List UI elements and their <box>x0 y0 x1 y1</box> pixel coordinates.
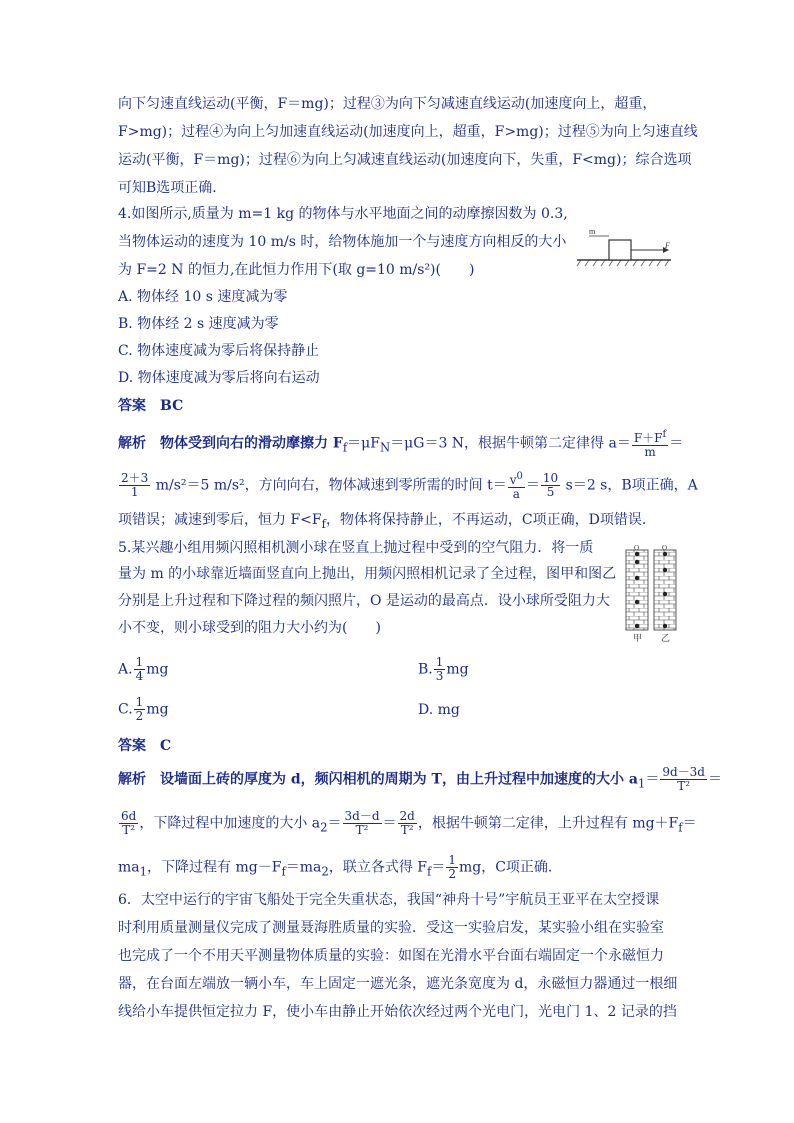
q6-stem: 也完成了一个不用天平测量物体质量的实验：如图在光滑水平台面右端固定一个永磁恒力 <box>118 948 664 964</box>
q4-option-d: D. 物体速度减为零后将向右运动 <box>118 370 320 386</box>
q5-option-d: D. mg <box>418 702 460 718</box>
fraction: $\frac{v^0}{a}$ <box>509 471 523 501</box>
top-point-label: O <box>662 544 668 552</box>
fraction: $\frac{9d-3d}{\text{T²}}$ <box>662 765 705 793</box>
q4-solution-line: $\frac{2+3}{1}$ m/s²＝5 m/s²，方向向右，物体减速到零所需的时间 t＝ $\frac{v^0}{a}$ ＝ $\frac{10}{5}$ s＝2 s，B项正确，A <box>121 471 698 501</box>
label-jia: 甲 <box>633 634 643 644</box>
label-yi: 乙 <box>661 634 671 644</box>
q5-stem: 量为 m 的小球靠近墙面竖直向上抛出，用频闪照相机记录了全过程，图甲和图乙 <box>118 566 617 582</box>
fraction: $\frac{6d}{\text{T²}}$ <box>121 809 137 837</box>
q5-solution-line: $\frac{6d}{\text{T²}}$ ，下降过程中加速度的大小 $a_2=$ $\frac{3d-d}{\text{T²}}$ ＝ $\frac{2d}{\text{T²}}$ ，根据牛顿第二定律，上升过程有 $mg+F_f=$ <box>121 809 697 837</box>
q4-option-a: A. 物体经 10 s 速度减为零 <box>118 289 288 305</box>
q4-solution-line: 解析 物体受到向右的滑动摩擦力 $F_f=\mu F_N=\mu G=3$ N，根据牛顿第二定律得 a＝ $\frac{F+F^f}{m}$ ＝ <box>118 429 684 459</box>
text-line: 运动(平衡，F＝mg)；过程⑥为向上匀减速直线运动(加速度向下，失重，F<mg)；综合选项 <box>118 152 692 168</box>
fraction: $\frac{2d}{\text{T²}}$ <box>399 809 415 837</box>
text-line: F>mg)；过程④为向上匀加速直线运动(加速度向上，超重，F>mg)；过程⑤为向上匀速直线 <box>118 124 698 140</box>
q4-solution-line: 项错误；减速到零后，恒力 $F<F_f$，物体将保持静止，不再运动，C项正确，D项错误． <box>118 512 656 531</box>
q6-stem: 线给小车提供恒定拉力 F，使小车由静止开始依次经过两个光电门，光电门 1、2 记录的挡 <box>118 1004 677 1020</box>
fraction: $\frac{2+3}{1}$ <box>121 471 149 499</box>
q4-stem: 4.如图所示,质量为 m=1 kg 的物体与水平地面之间的动摩擦因数为 0.3, <box>118 206 568 222</box>
q5-option-c: C. $\frac{1}{2}$ mg <box>118 695 169 723</box>
strobe-photo-figure <box>624 544 680 644</box>
q4-answer: 答案 BC <box>118 398 184 414</box>
q4-stem: 为 F=2 N 的恒力,在此恒力作用下(取 g=10 m/s²)( ) <box>118 262 475 278</box>
q5-stem: 分别是上升过程和下降过程的频闪照片，O 是运动的最高点．设小球所受阻力大 <box>118 593 610 609</box>
q5-stem: 小不变，则小球受到的阻力大小约为( ) <box>118 620 381 636</box>
fraction: $\frac{1}{3}$ <box>435 655 444 683</box>
top-point-label: O <box>634 544 640 552</box>
q6-stem: 器，在台面左端放一辆小车，车上固定一遮光条，遮光条宽度为 d，永磁恒力器通过一根细 <box>118 976 678 992</box>
fraction: $\frac{F+F^f}{m}$ <box>633 429 667 459</box>
fraction: $\frac{1}{2}$ <box>448 853 456 881</box>
q4-block-figure <box>575 222 675 268</box>
q6-stem: 6．太空中运行的宇宙飞船处于完全失重状态，我国“神舟十号”宇航员王亚平在太空授课 <box>118 892 660 908</box>
force-label: F <box>665 241 670 250</box>
mass-label: m <box>589 227 596 236</box>
q4-option-c: C. 物体速度减为零后将保持静止 <box>118 343 320 359</box>
fraction: $\frac{1}{4}$ <box>135 655 144 683</box>
q4-option-b: B. 物体经 2 s 速度减为零 <box>118 316 279 332</box>
q6-stem: 时利用质量测量仪完成了测量聂海胜质量的实验．受这一实验启发，某实验小组在实验室 <box>118 920 664 936</box>
q5-option-b: B. $\frac{1}{3}$ mg <box>418 655 469 683</box>
fraction: $\frac{1}{2}$ <box>135 695 144 723</box>
text-line: 可知B选项正确． <box>118 180 227 196</box>
q5-stem: 5.某兴趣小组用频闪照相机测小球在竖直上抛过程中受到的空气阻力．将一质 <box>118 540 594 556</box>
fraction: $\frac{3d-d}{\text{T²}}$ <box>344 809 380 837</box>
q4-stem: 当物体运动的速度为 10 m/s 时，给物体施加一个与速度方向相反的大小 <box>118 234 567 250</box>
q5-answer: 答案 C <box>118 738 172 754</box>
q5-solution-line: $ma_1$，下降过程有 $mg-F_f=ma_2$，联立各式得 $F_f=$ $\frac{1}{2}$ mg，C项正确． <box>118 853 562 881</box>
fraction: $\frac{10}{5}$ <box>542 471 559 499</box>
text-line: 向下匀速直线运动(平衡，F＝mg)；过程③为向下匀减速直线运动(加速度向上，超重， <box>118 96 657 112</box>
q5-solution-line: 解析 设墙面上砖的厚度为 d，频闪相机的周期为 T，由上升过程中加速度的大小 $a_1=$ $\frac{9d-3d}{\text{T²}}$ ＝ <box>118 765 722 793</box>
q5-option-a: A. $\frac{1}{4}$ mg <box>118 655 169 683</box>
